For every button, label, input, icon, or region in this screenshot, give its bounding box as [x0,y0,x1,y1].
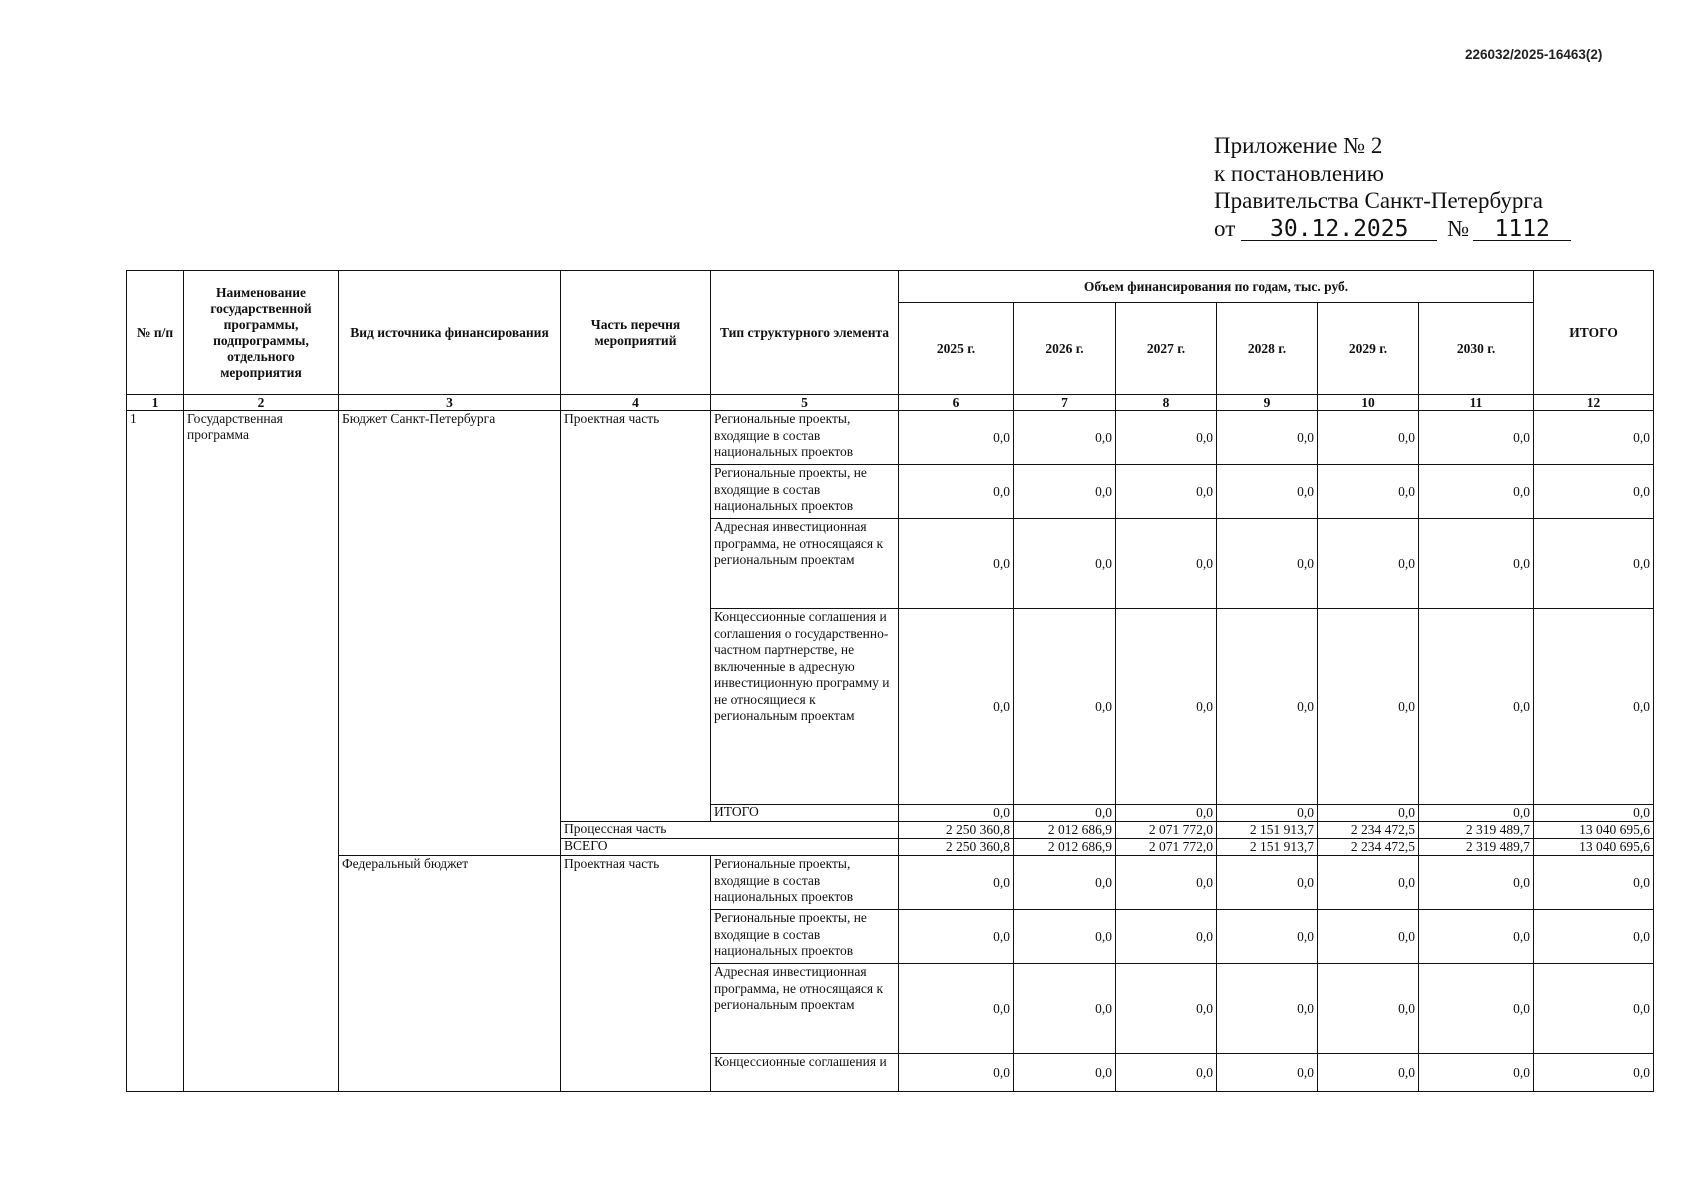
column-number: 9 [1217,395,1318,411]
value-cell: 0,0 [1318,856,1419,910]
value-cell: 0,0 [899,805,1014,822]
value-cell: 0,0 [1419,411,1534,465]
value-cell: 0,0 [899,1054,1014,1092]
value-cell: 0,0 [1534,805,1654,822]
value-cell: 0,0 [899,910,1014,964]
value-cell: 0,0 [1217,910,1318,964]
value-cell: 2 319 489,7 [1419,839,1534,856]
value-cell: 0,0 [1217,964,1318,1054]
value-cell: 0,0 [1534,910,1654,964]
value-cell: 0,0 [1419,519,1534,609]
header-source: Вид источника финансирования [339,271,561,395]
value-cell: 0,0 [1014,519,1116,609]
value-cell: 0,0 [1318,964,1419,1054]
value-cell: 0,0 [1217,411,1318,465]
value-cell: 0,0 [1419,1054,1534,1092]
value-cell: 0,0 [899,964,1014,1054]
value-cell: 2 250 360,8 [899,822,1014,839]
header-part: Часть перечня мероприятий [561,271,711,395]
value-cell: 0,0 [1534,609,1654,805]
value-cell: 0,0 [1014,465,1116,519]
value-cell: 0,0 [1419,465,1534,519]
header-total: ИТОГО [1534,271,1654,395]
element-type: Региональные проекты, не входящие в состав национальных проектов [711,910,899,964]
value-cell: 0,0 [1116,964,1217,1054]
program-name: Государственная программа [184,411,339,1092]
value-cell: 0,0 [1534,856,1654,910]
value-cell: 0,0 [1217,519,1318,609]
header-year: 2028 г. [1217,303,1318,395]
value-cell: 0,0 [1116,856,1217,910]
resolution-date: 30.12.2025 [1241,218,1437,241]
value-cell: 0,0 [1014,856,1116,910]
value-cell: 13 040 695,6 [1534,822,1654,839]
value-cell: 0,0 [1318,465,1419,519]
value-cell: 0,0 [1534,964,1654,1054]
value-cell: 0,0 [899,411,1014,465]
value-cell: 2 012 686,9 [1014,839,1116,856]
column-numbers-row [127,395,1654,411]
value-cell: 0,0 [1014,910,1116,964]
value-cell: 0,0 [899,856,1014,910]
part-project: Проектная часть [561,411,711,822]
appendix-header [1214,132,1571,242]
value-cell: 13 040 695,6 [1534,839,1654,856]
value-cell: 2 151 913,7 [1217,839,1318,856]
document-registration-number: 226032/2025-16463(2) [1465,47,1603,62]
column-number: 7 [1014,395,1116,411]
element-type: Адресная инвестиционная программа, не относящаяся к региональным проектам [711,519,899,609]
value-cell: 0,0 [1419,805,1534,822]
value-cell: 0,0 [1217,465,1318,519]
value-cell: 0,0 [1318,805,1419,822]
part-process: Процессная часть [561,822,899,839]
row-number: 1 [127,411,184,1092]
value-cell: 0,0 [1318,411,1419,465]
column-number: 3 [339,395,561,411]
value-cell: 2 012 686,9 [1014,822,1116,839]
column-number: 6 [899,395,1014,411]
value-cell: 0,0 [899,609,1014,805]
value-cell: 0,0 [1014,1054,1116,1092]
value-cell: 0,0 [1318,910,1419,964]
header-no: № п/п [127,271,184,395]
header-year: 2026 г. [1014,303,1116,395]
header-year: 2027 г. [1116,303,1217,395]
value-cell: 0,0 [1534,411,1654,465]
table-row [127,856,1654,910]
value-cell: 0,0 [1217,805,1318,822]
value-cell: 0,0 [1419,609,1534,805]
header-year: 2025 г. [899,303,1014,395]
value-cell: 0,0 [1534,1054,1654,1092]
value-cell: 0,0 [1318,1054,1419,1092]
appendix-resolution-label: к постановлению [1214,160,1384,186]
value-cell: 0,0 [1116,411,1217,465]
header-volume: Объем финансирования по годам, тыс. руб. [899,271,1534,303]
column-number: 4 [561,395,711,411]
element-type: Региональные проекты, входящие в состав национальных проектов [711,856,899,910]
value-cell: 0,0 [899,519,1014,609]
appendix-title: Приложение № 2 [1214,133,1383,158]
element-type: Адресная инвестиционная программа, не относящаяся к региональным проектам [711,964,899,1054]
value-cell: 0,0 [1116,465,1217,519]
value-cell: 2 234 472,5 [1318,822,1419,839]
element-type: Концессионные соглашения и соглашения о государственно-частном партнерстве, не включенные в адресную инвестиционную программу и не относящиеся к региональным проектам [711,609,899,805]
value-cell: 0,0 [1534,519,1654,609]
table-row [127,411,1654,465]
source-spb-budget: Бюджет Санкт-Петербурга [339,411,561,856]
itogo-label: ИТОГО [711,805,899,822]
value-cell: 0,0 [1419,856,1534,910]
header-year: 2030 г. [1419,303,1534,395]
value-cell: 0,0 [1014,964,1116,1054]
value-cell: 0,0 [1116,519,1217,609]
header-program-name: Наименование государственной программы, подпрограммы, отдельного мероприятия [184,271,339,395]
value-cell: 2 319 489,7 [1419,822,1534,839]
element-type: Региональные проекты, не входящие в состав национальных проектов [711,465,899,519]
value-cell: 0,0 [1116,1054,1217,1092]
value-cell: 0,0 [1318,609,1419,805]
value-cell: 0,0 [1014,805,1116,822]
value-cell: 0,0 [1534,465,1654,519]
value-cell: 0,0 [1318,519,1419,609]
header-element-type: Тип структурного элемента [711,271,899,395]
value-cell: 0,0 [1116,910,1217,964]
value-cell: 2 234 472,5 [1318,839,1419,856]
value-cell: 2 151 913,7 [1217,822,1318,839]
value-cell: 0,0 [1116,609,1217,805]
value-cell: 2 250 360,8 [899,839,1014,856]
resolution-number: 1112 [1473,218,1571,241]
element-type: Региональные проекты, входящие в состав национальных проектов [711,411,899,465]
appendix-government: Правительства Санкт-Петербурга [1214,188,1543,213]
value-cell: 0,0 [1217,609,1318,805]
from-label: от [1214,215,1236,241]
value-cell: 0,0 [1217,1054,1318,1092]
value-cell: 0,0 [1116,805,1217,822]
part-project: Проектная часть [561,856,711,1092]
column-number: 1 [127,395,184,411]
column-number: 10 [1318,395,1419,411]
value-cell: 2 071 772,0 [1116,822,1217,839]
value-cell: 0,0 [899,465,1014,519]
column-number: 5 [711,395,899,411]
appendix-date-number-line [1214,215,1571,243]
column-number: 2 [184,395,339,411]
value-cell: 0,0 [1217,856,1318,910]
vsego-label: ВСЕГО [561,839,899,856]
column-number: 11 [1419,395,1534,411]
value-cell: 0,0 [1014,411,1116,465]
element-type: Концессионные соглашения и [711,1054,899,1092]
column-number: 8 [1116,395,1217,411]
financing-table [126,270,1654,1092]
value-cell: 0,0 [1014,609,1116,805]
value-cell: 0,0 [1419,964,1534,1054]
number-label: № [1447,215,1470,241]
column-number: 12 [1534,395,1654,411]
value-cell: 0,0 [1419,910,1534,964]
header-year: 2029 г. [1318,303,1419,395]
source-federal-budget: Федеральный бюджет [339,856,561,1092]
value-cell: 2 071 772,0 [1116,839,1217,856]
